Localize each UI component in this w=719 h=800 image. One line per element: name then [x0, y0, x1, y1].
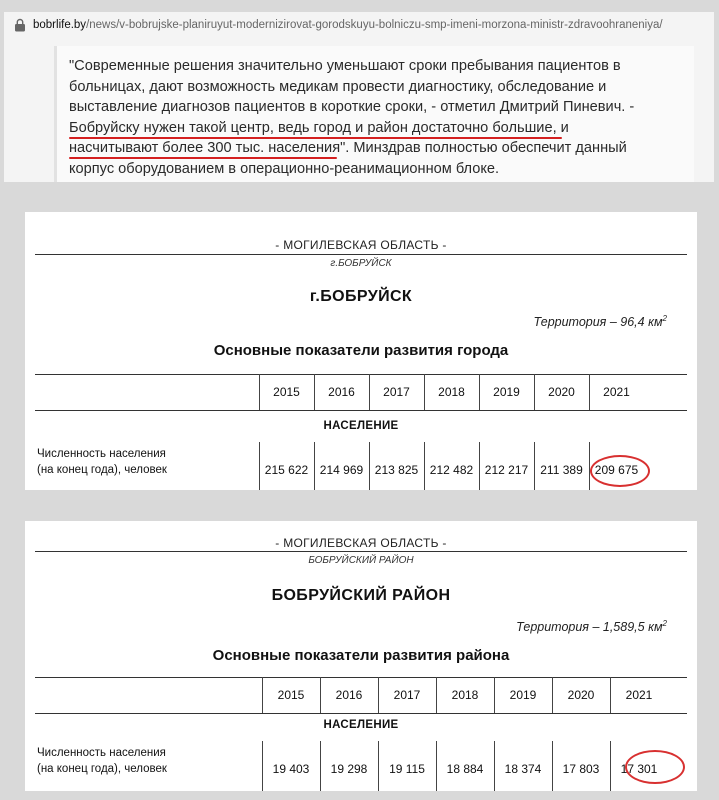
table-header-rule: [35, 713, 687, 714]
territory-sup: 2: [662, 314, 667, 323]
divider: [35, 551, 687, 552]
population-heading: НАСЕЛЕНИЕ: [323, 719, 399, 731]
highlight-circle: [590, 455, 650, 487]
quote-line: больницах, дают возможность медикам провести диагностику, обследование и: [69, 78, 607, 95]
population-value: 19 403: [272, 762, 310, 776]
col-line: [610, 677, 611, 713]
population-heading: НАСЕЛЕНИЕ: [323, 420, 399, 432]
year-cell: 2015: [277, 688, 305, 702]
col-line: [534, 374, 535, 410]
year-cell: 2016: [328, 385, 355, 399]
population-value: 18 884: [446, 762, 484, 776]
population-value: 214 969: [319, 463, 364, 477]
year-header-row: [25, 677, 697, 713]
year-cell: 2021: [625, 688, 653, 702]
col-line: [424, 374, 425, 410]
highlighted-text: Бобруйску нужен такой центр, ведь город и район достаточно большие, и: [69, 119, 569, 136]
population-value-2021: 17 301: [620, 762, 658, 776]
row-label-line: (на конец года), человек: [37, 763, 167, 775]
city-title: г.БОБРУЙСК: [309, 288, 413, 305]
territory-label: [516, 619, 667, 634]
territory-label: [534, 314, 667, 329]
year-header-row: [25, 374, 697, 410]
population-value: 19 115: [389, 762, 425, 776]
quote-line-highlighted: [69, 138, 689, 159]
section-title: Основные показатели развития района: [212, 647, 510, 664]
section-title: Основные показатели развития города: [213, 342, 509, 359]
row-label: [37, 745, 167, 777]
year-cell: 2016: [335, 688, 363, 702]
population-value: 212 217: [484, 463, 529, 477]
row-label-line: Численность населения: [37, 448, 166, 460]
url-domain: bobrlife.by: [33, 19, 87, 31]
col-line: [314, 374, 315, 410]
table-header-rule: [35, 410, 687, 411]
highlight-circle: [625, 750, 685, 784]
divider: [35, 254, 687, 255]
sub-title: г.БОБРУЙСК: [330, 258, 392, 269]
population-value: 17 803: [562, 762, 600, 776]
year-cell: 2020: [567, 688, 595, 702]
year-cell: 2021: [603, 385, 630, 399]
population-value: 211 389: [540, 463, 583, 477]
city-statistics-panel: [25, 212, 697, 490]
population-value: 212 482: [429, 463, 474, 477]
col-line: [262, 677, 263, 713]
quote-line: "Современные решения значительно уменьшают сроки пребывания пациентов в: [69, 58, 621, 74]
col-line: [320, 677, 321, 713]
quote-line: выставление диагнозов пациентов в короткие сроки, - отметил Дмитрий Пиневич. -: [69, 99, 635, 116]
quote-text-rest: ". Минздрав полностью обеспечит данный: [340, 140, 627, 157]
population-value: 19 298: [330, 762, 368, 776]
population-value: 213 825: [374, 463, 419, 477]
region-title: - МОГИЛЕВСКАЯ ОБЛАСТЬ -: [275, 238, 447, 252]
quote-line: корпус оборудованием в операционно-реанимационном блоке.: [69, 160, 500, 177]
quote-text: [69, 56, 689, 180]
territory-text: Территория – 96,4 км: [533, 315, 663, 330]
col-line: [436, 677, 437, 713]
year-cell: 2020: [548, 385, 575, 399]
col-line: [378, 677, 379, 713]
lock-icon: [14, 18, 26, 32]
col-line: [259, 374, 260, 410]
population-value: 215 622: [264, 463, 309, 477]
population-value-2021: 209 675: [594, 463, 639, 477]
col-line: [589, 374, 590, 410]
url-path: /news/v-bobrujske-planiruyut-modernizirovat-gorodskuyu-bolniczu-smp-imeni-morzona-ministr-zdravoohraneniya/: [86, 19, 663, 31]
year-cell: 2019: [493, 385, 520, 399]
population-value: 18 374: [504, 762, 542, 776]
article-quote: [54, 46, 694, 182]
row-label: [37, 446, 167, 478]
year-cell: 2018: [438, 385, 465, 399]
col-line: [479, 374, 480, 410]
year-cell: 2017: [393, 688, 421, 702]
row-label-line: (на конец года), человек: [37, 464, 167, 476]
year-cell: 2015: [273, 385, 300, 399]
year-cell: 2018: [451, 688, 479, 702]
district-title: БОБРУЙСКИЙ РАЙОН: [271, 587, 451, 604]
quote-line-highlighted: [69, 118, 689, 139]
year-cell: 2017: [383, 385, 410, 399]
year-cell: 2019: [509, 688, 537, 702]
browser-window: [4, 12, 714, 182]
highlighted-text: насчитывают более 300 тыс. населения: [69, 140, 341, 157]
col-line: [494, 677, 495, 713]
col-line: [552, 677, 553, 713]
territory-text: Территория – 1,589,5 км: [516, 620, 663, 635]
row-label-line: Численность населения: [37, 747, 166, 759]
territory-sup: 2: [662, 619, 667, 628]
address-bar[interactable]: [4, 12, 714, 38]
col-line: [369, 374, 370, 410]
region-title: - МОГИЛЕВСКАЯ ОБЛАСТЬ -: [275, 536, 447, 550]
sub-title: БОБРУЙСКИЙ РАЙОН: [308, 555, 414, 566]
district-statistics-panel: [25, 521, 697, 791]
